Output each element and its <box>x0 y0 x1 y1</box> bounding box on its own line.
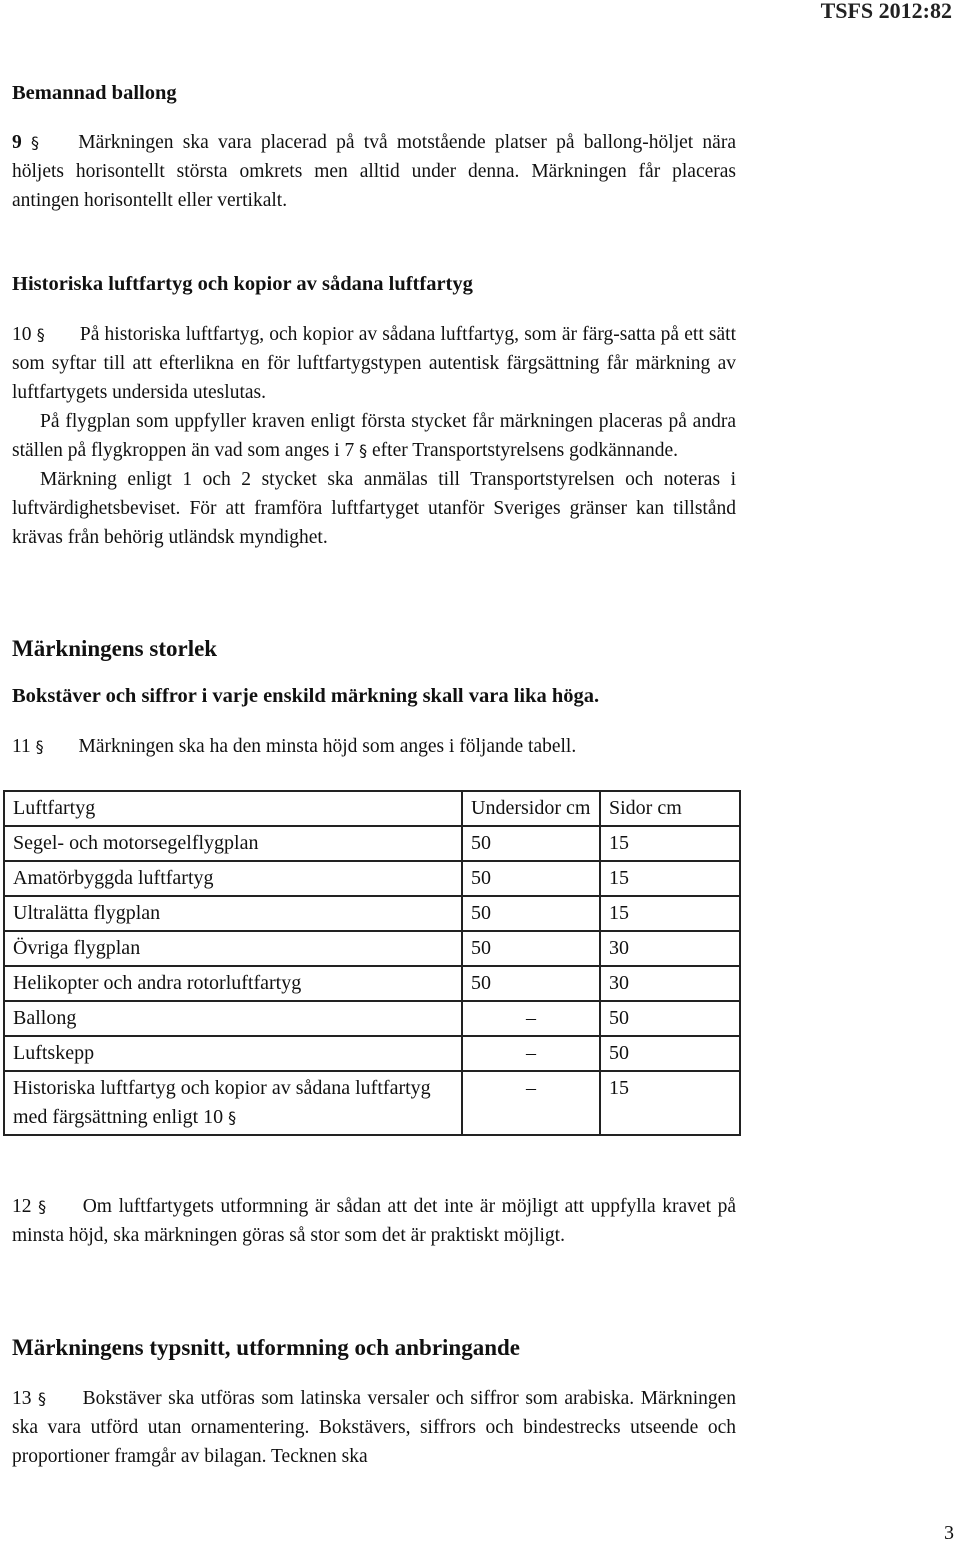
paragraph-text: efter Transportstyrelsens godkännande. <box>372 440 678 461</box>
section-9 <box>12 128 736 215</box>
heading-manned-balloon: Bemannad ballong <box>12 82 177 104</box>
table-row <box>4 896 740 931</box>
document-id-header: TSFS 2012:82 <box>820 0 952 23</box>
cell-type: Ultralätta flygplan <box>4 896 462 931</box>
cell-under: 50 <box>462 896 600 931</box>
paragraph-text: Märkning enligt 1 och 2 stycket ska anmälas till Transportstyrelsen och noteras i luftvärdighetsbeviset. För att framföra luftfartyget utanför Sveriges gränser kan tillstånd krävas från behörig utländsk myndighet. <box>12 469 736 548</box>
section-symbol-icon: § <box>38 1197 47 1216</box>
cell-sides: 15 <box>600 1071 740 1135</box>
section-11 <box>12 732 736 761</box>
cell-type: Amatörbyggda luftfartyg <box>4 861 462 896</box>
section-text: Märkningen ska ha den minsta höjd som anges i följande tabell. <box>78 736 577 757</box>
section-symbol-icon: § <box>359 441 368 460</box>
cell-sides: 50 <box>600 1036 740 1071</box>
section-text: På historiska luftfartyg, och kopior av sådana luftfartyg, som är färg-satta på ett sätt som syftar till att efterlikna en för luftfartygstypen autentisk färgsättning får märkning av luftfartygets undersida uteslutas. <box>12 324 737 403</box>
page-number: 3 <box>944 1522 954 1544</box>
section-12 <box>12 1192 736 1250</box>
cell-under: 50 <box>462 966 600 1001</box>
cell-under: 50 <box>462 931 600 966</box>
section-symbol-icon: § <box>36 325 45 344</box>
cell-under: 50 <box>462 861 600 896</box>
table-row <box>4 1071 740 1135</box>
section-number: 11 <box>12 736 31 757</box>
section-13 <box>12 1384 736 1471</box>
cell-sides: 15 <box>600 896 740 931</box>
cell-sides: 50 <box>600 1001 740 1036</box>
cell-type: Segel- och motorsegelflygplan <box>4 826 462 861</box>
bold-rule: Bokstäver och siffror i varje enskild märkning skall vara lika höga. <box>12 685 600 707</box>
column-header: Luftfartyg <box>4 791 462 826</box>
cell-type: Helikopter och andra rotorluftfartyg <box>4 966 462 1001</box>
cell-type <box>4 1071 462 1135</box>
column-header: Undersidor cm <box>462 791 600 826</box>
cell-type: Övriga flygplan <box>4 931 462 966</box>
section-number: 12 <box>12 1196 32 1217</box>
section-text: Om luftfartygets utformning är sådan att det inte är möjligt att uppfylla kravet på minsta höjd, ska märkningen göras så stor som det är praktiskt möjligt. <box>12 1196 737 1246</box>
heading-marking-typeface: Märkningens typsnitt, utformning och anbringande <box>12 1335 520 1360</box>
cell-under: – <box>462 1036 600 1071</box>
section-symbol-icon: § <box>228 1108 237 1127</box>
section-text: Märkningen ska vara placerad på två motstående platser på ballong-höljet nära höljets horisontellt största omkrets men alltid under denna. Märkningen får placeras antingen horisontellt eller vertikalt. <box>12 132 736 211</box>
table-row <box>4 826 740 861</box>
section-text: Bokstäver ska utföras som latinska versaler och siffror som arabiska. Märkningen ska vara utförd utan ornamentering. Bokstävers, siffrors och bindestrecks utseende och proportioner framgår av bilagan. Tecknen ska <box>12 1388 737 1467</box>
cell-type-text: Historiska luftfartyg och kopior av sådana luftfartyg med färgsättning enligt 10 <box>13 1077 431 1128</box>
table-header-row <box>4 791 740 826</box>
section-number: 10 <box>12 324 32 345</box>
cell-under: – <box>462 1001 600 1036</box>
cell-type: Ballong <box>4 1001 462 1036</box>
cell-type: Luftskepp <box>4 1036 462 1071</box>
cell-sides: 15 <box>600 826 740 861</box>
table-row <box>4 931 740 966</box>
cell-sides: 30 <box>600 931 740 966</box>
section-symbol-icon: § <box>35 737 44 756</box>
table-row <box>4 1001 740 1036</box>
column-header: Sidor cm <box>600 791 740 826</box>
section-10 <box>12 320 736 552</box>
cell-under: 50 <box>462 826 600 861</box>
cell-sides: 30 <box>600 966 740 1001</box>
cell-sides: 15 <box>600 861 740 896</box>
section-number: 9 <box>12 132 22 153</box>
section-symbol-icon: § <box>38 1389 47 1408</box>
table-row <box>4 861 740 896</box>
paragraph-text: På flygplan som uppfyller kraven enligt första stycket får märkningen placeras på andra ställen på flygkroppen än vad som anges i 7 <box>12 411 736 461</box>
cell-under: – <box>462 1071 600 1135</box>
section-number: 13 <box>12 1388 32 1409</box>
heading-marking-size: Märkningens storlek <box>12 636 218 661</box>
table-row <box>4 966 740 1001</box>
section-symbol-icon: § <box>31 133 39 152</box>
minimum-height-table <box>3 790 741 1136</box>
heading-historic-aircraft: Historiska luftfartyg och kopior av sådana luftfartyg <box>12 273 473 295</box>
table-row <box>4 1036 740 1071</box>
